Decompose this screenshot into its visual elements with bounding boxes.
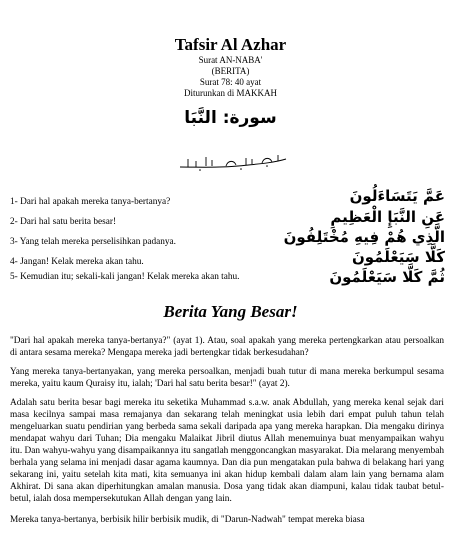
verse-count: Surat 78: 40 ayat [199, 77, 262, 87]
verse-translation: 4- Jangan! Kelak mereka akan tahu. [10, 257, 144, 267]
arabic-surah-title: سورة: النَّبَا [184, 108, 277, 128]
verse-arabic: ثُمَّ كَلَّا سَيَعْلَمُونَ [329, 268, 445, 286]
paragraph: Mereka tanya-bertanya, berbisik hilir berbisik mudik, di "Darun-Nadwah" tempat mereka biasa [10, 515, 365, 525]
paragraph: "Dari hal apakah mereka tanya-bertanya?" (ayat 1). Atau, soal apakah yang mereka pertengkarkan atau persoalkan di antara sesama mereka? Mengapa mereka jadi bertengkar tidak berkesudahan? [10, 336, 444, 358]
verse-translation: 1- Dari hal apakah mereka tanya-bertanya? [10, 197, 171, 207]
verse-arabic: كَلَّا سَيَعْلَمُونَ [351, 248, 445, 266]
section-heading: Berita Yang Besar! [163, 302, 298, 321]
verse-arabic: الَّذِي هُمْ فِيهِ مُخْتَلِفُونَ [283, 228, 445, 246]
verse-translation: 5- Kemudian itu; sekali-kali jangan! Kelak mereka akan tahu. [10, 272, 240, 282]
revelation-place: Diturunkan di MAKKAH [184, 88, 277, 98]
surah-meaning: (BERITA) [211, 66, 250, 76]
verse-translation: 2- Dari hal satu berita besar! [10, 217, 117, 227]
verse-translation: 3- Yang telah mereka perselisihkan padanya. [10, 237, 176, 247]
basmala-calligraphy-icon [178, 151, 288, 178]
surah-name: Surat AN-NABA' [198, 55, 263, 65]
verse-arabic: عَنِ النَّبَإِ الْعَظِيمِ [330, 208, 445, 226]
document-title: Tafsir Al Azhar [174, 35, 287, 54]
paragraph: Yang mereka tanya-bertanyakan, yang mereka persoalkan, menjadi buah tutur di mana mereka berkumpul sesama mereka, yaitu kaum Quraisy itu, ialah; 'Dari hal satu berita besar!" (ayat 2). [10, 367, 444, 389]
verse-arabic: عَمَّ يَتَسَاءَلُونَ [349, 187, 445, 205]
paragraph: Adalah satu berita besar bagi mereka itu seketika Muhammad s.a.w. anak Abdullah, yang mereka kenal sejak dari masa kecilnya sampai masa remajanya dan sekarang telah meningkat usia lebih dari empat puluh tahun telah mengeluarkan suatu pendirian yang berbeda sama sekali daripada apa yang mereka harapkan. Dia mengaku dirinya mendapat wahyu dari Tuhan; Dia mengaku Malaikat Jibril diutus Allah menemuinya buat menyampaikan wahyu itu. Dan wahyu-wahyu yang disampaikannya itu sangatlah menggoncangkan masyarakat. Dia melarang menyembah berhala yang selama ini menjadi dasar agama kaumnya. Dan dia pun mengatakan pula bahwa di belakang hari yang sekarang ini, yaitu setelah kita mati, kita semuanya ini akan hidup kembali dalam alam lain yang bernama alam Akhirat. Di sana akan diperhitungkan amalan manusia. Dosa yang tidak akan diampuni, kalau tidak taubat betul-betul, ialah dosa mempersekutukan Allah dengan yang lain. [10, 398, 444, 504]
